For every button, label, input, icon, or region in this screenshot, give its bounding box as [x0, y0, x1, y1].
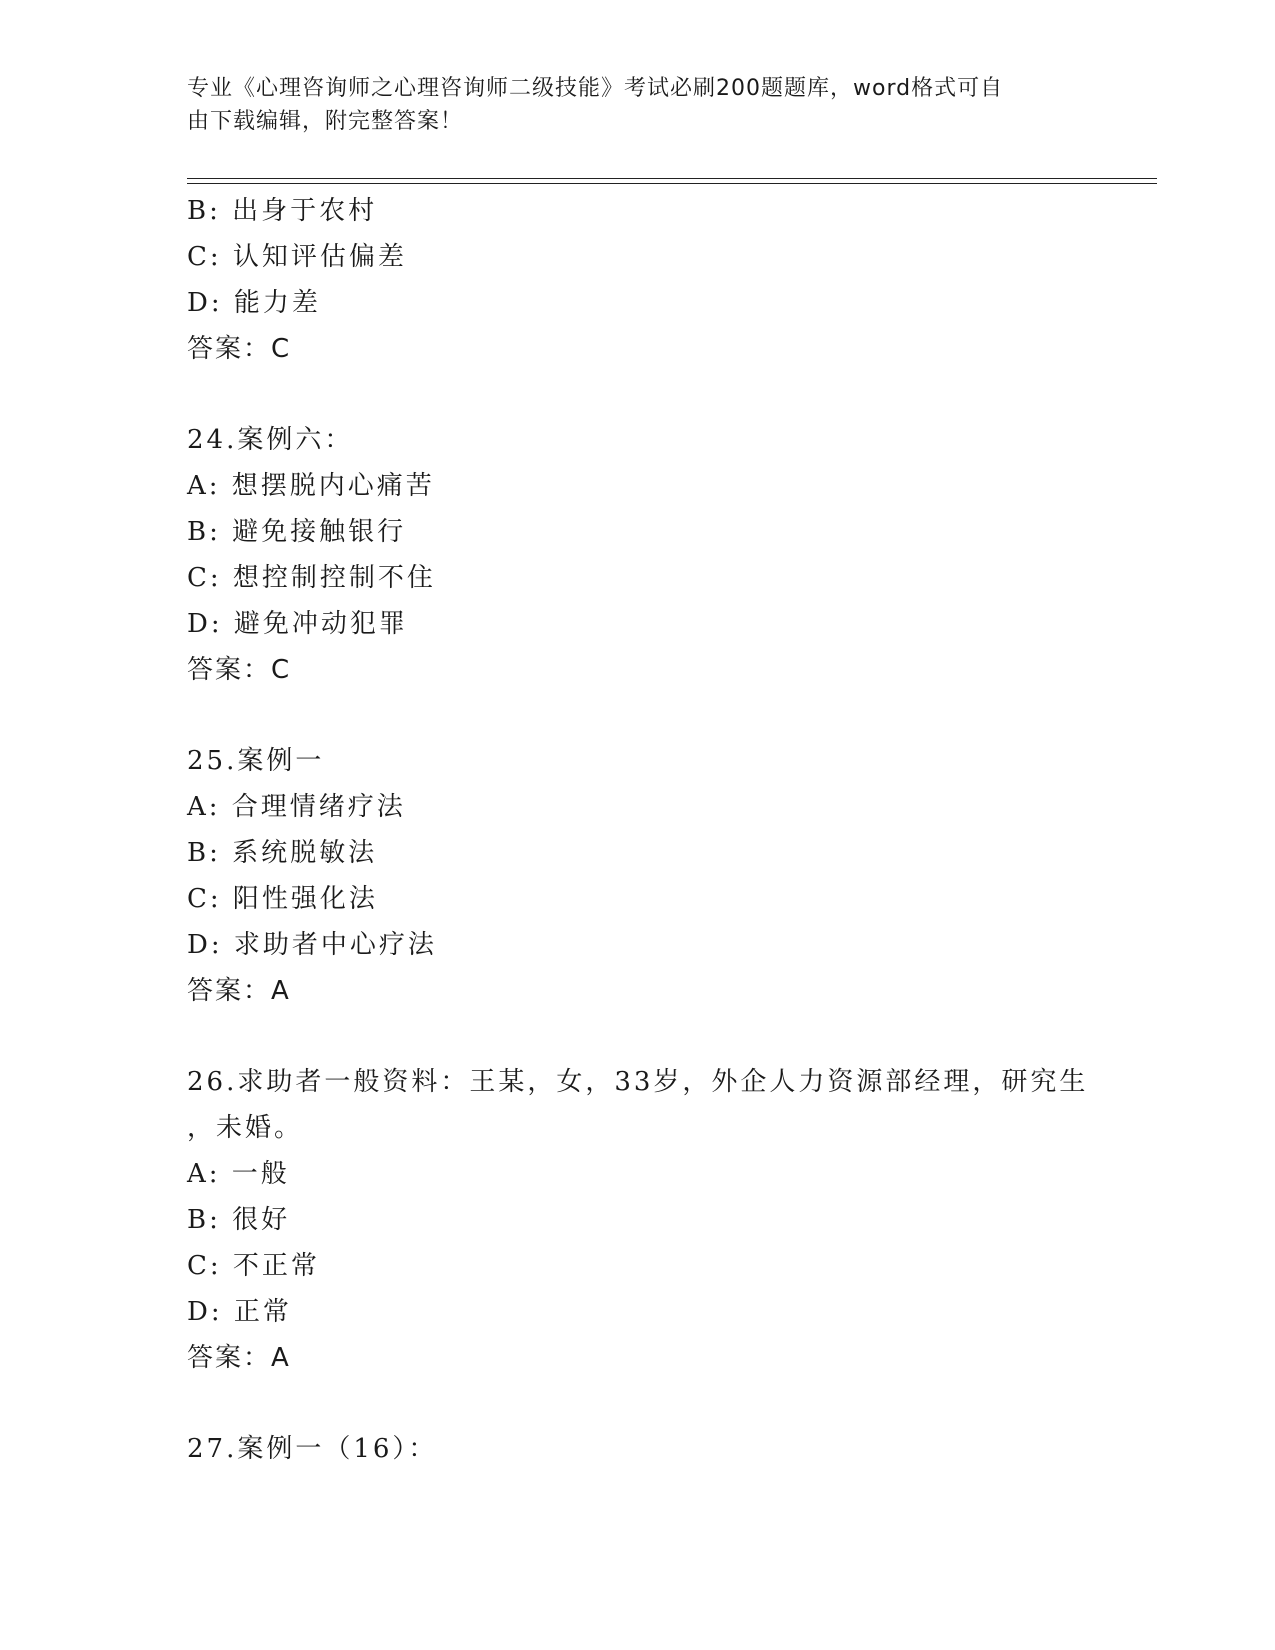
question-title: 25.案例一	[187, 746, 325, 776]
option-b: B: 出身于农村	[187, 196, 378, 226]
answer: 答案：A	[187, 1343, 291, 1373]
option-c: C: 认知评估偏差	[187, 242, 407, 272]
question-26	[187, 1059, 1117, 1381]
option-c: C: 阳性强化法	[187, 884, 378, 914]
question-title-line-1: 26.求助者一般资料：王某，女，33岁，外企人力资源部经理，研究生	[187, 1067, 1089, 1097]
header-divider-bottom	[187, 183, 1157, 184]
option-a: A: 想摆脱内心痛苦	[187, 471, 435, 501]
document-header	[187, 72, 1087, 138]
header-line-1: 专业《心理咨询师之心理咨询师二级技能》考试必刷200题题库，word格式可自	[187, 76, 1004, 101]
header-divider-top	[187, 178, 1157, 179]
option-b: B: 很好	[187, 1205, 291, 1235]
answer: 答案：C	[187, 334, 292, 364]
question-25	[187, 738, 1117, 1014]
option-a: A: 合理情绪疗法	[187, 792, 406, 822]
option-b: B: 避免接触银行	[187, 517, 407, 547]
answer: 答案：A	[187, 976, 291, 1006]
question-24	[187, 417, 1117, 693]
question-title: 27.案例一（16）：	[187, 1434, 438, 1464]
question-27	[187, 1426, 1117, 1472]
question-23	[187, 188, 1117, 372]
option-d: D: 正常	[187, 1297, 292, 1327]
option-d: D: 避免冲动犯罪	[187, 609, 408, 639]
question-title-line-2: ，未婚。	[187, 1113, 304, 1143]
header-line-2: 由下载编辑，附完整答案！	[187, 109, 464, 134]
option-c: C: 想控制控制不住	[187, 563, 436, 593]
option-d: D: 求助者中心疗法	[187, 930, 437, 960]
option-d: D: 能力差	[187, 288, 321, 318]
option-b: B: 系统脱敏法	[187, 838, 378, 868]
option-c: C: 不正常	[187, 1251, 320, 1281]
question-list	[187, 188, 1117, 1472]
question-title: 24.案例六：	[187, 425, 354, 455]
option-a: A: 一般	[187, 1159, 290, 1189]
answer: 答案：C	[187, 655, 292, 685]
